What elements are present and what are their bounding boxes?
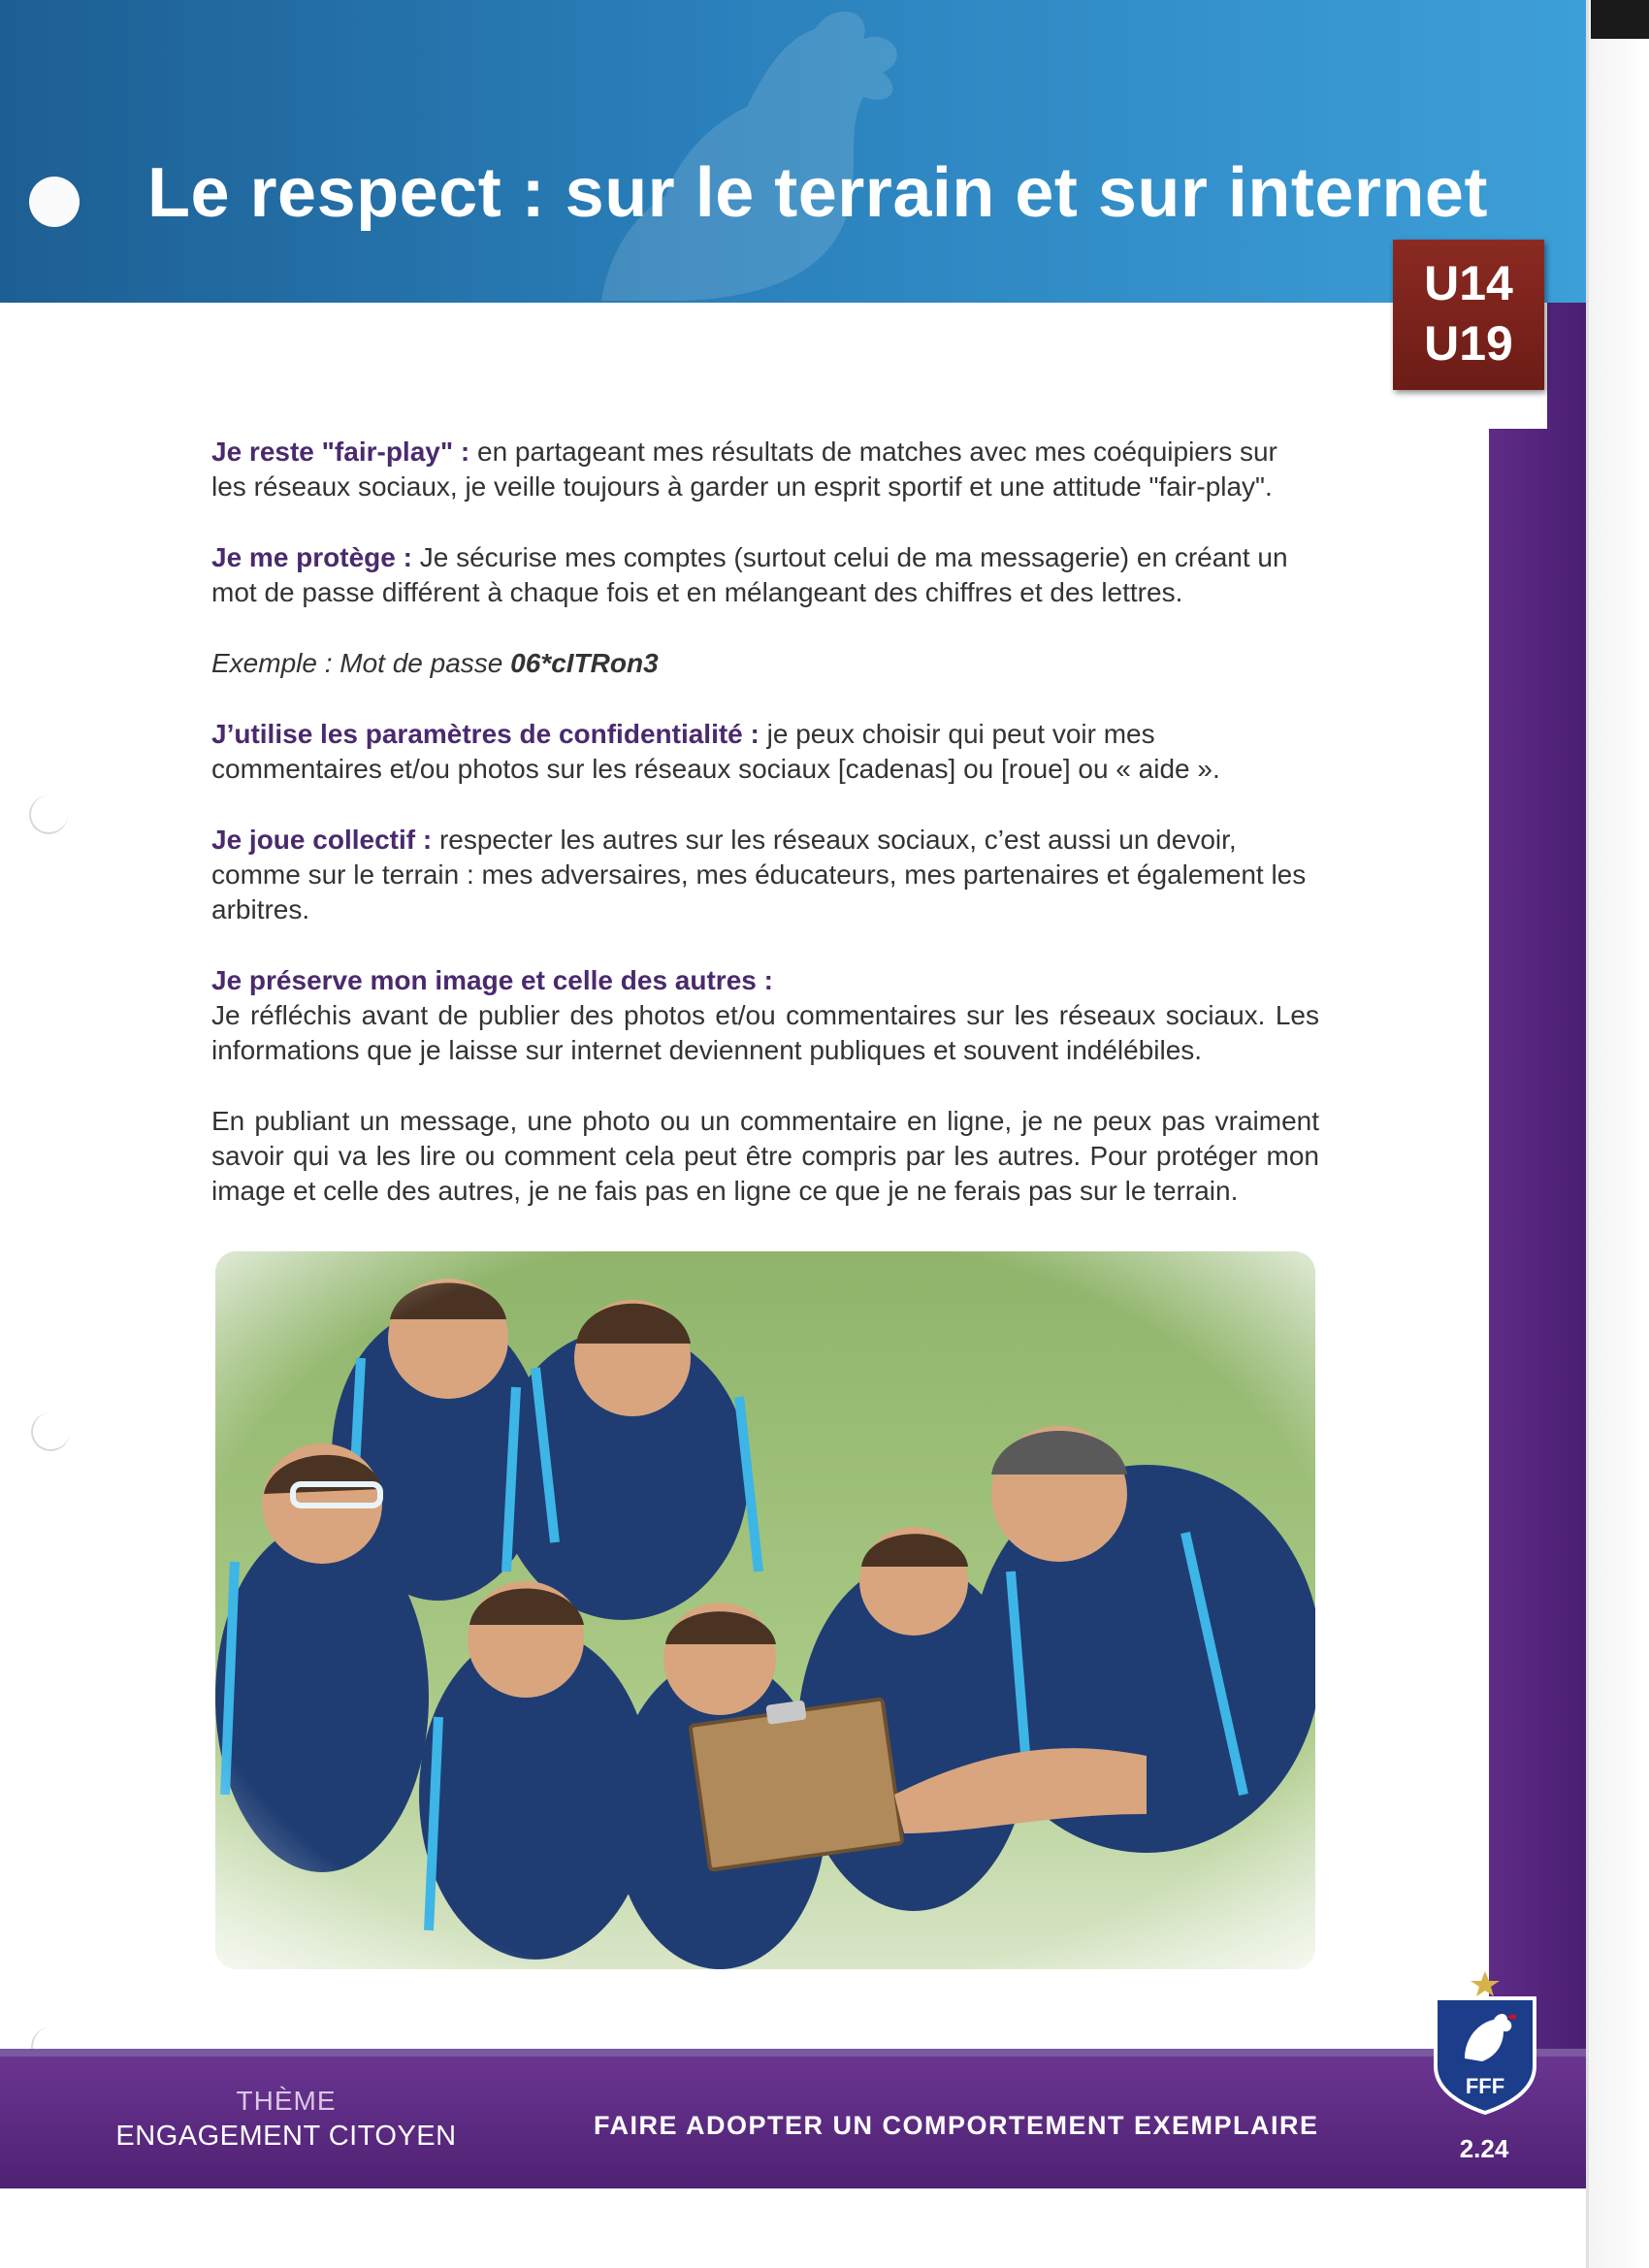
logo-text: FFF (1465, 2074, 1505, 2098)
header-band (0, 0, 1586, 303)
section-protection (211, 540, 1319, 610)
section-text: Je réfléchis avant de publier des photos et/ou commentaires sur les réseaux sociaux. Les informations que je laisse sur internet deviennent publiques et souvent indélébiles. (211, 1000, 1319, 1065)
scan-margin (1589, 0, 1649, 2268)
section-conclusion (211, 1104, 1319, 1209)
theme-value: ENGAGEMENT CITOYEN (115, 2121, 457, 2152)
section-image (211, 963, 1319, 1068)
page-title: Le respect : sur le terrain et sur internet (147, 154, 1488, 232)
badge-line-1: U14 (1424, 256, 1513, 310)
section-collective (211, 823, 1319, 927)
binder-hole (29, 795, 68, 834)
section-fair-play (211, 435, 1319, 504)
section-lead: J’utilise les paramètres de confidentialité : (211, 719, 760, 749)
binder-hole (31, 1412, 70, 1451)
example-password: 06*cITRon3 (510, 648, 659, 678)
section-text: Je sécurise mes comptes (surtout celui de ma messagerie) en créant un mot de passe différent à chaque fois et en mélangeant des chiffres et des lettres. (211, 542, 1288, 607)
rooster-watermark-icon (524, 0, 989, 303)
section-lead: Je reste "fair-play" : (211, 437, 470, 467)
section-lead: Je me protège : (211, 542, 412, 572)
team-photo-illustration (215, 1251, 1315, 1969)
punch-hole (29, 177, 80, 227)
section-text: En publiant un message, une photo ou un commentaire en ligne, je ne peux pas vraiment savoir qui va les lire ou comment cela peut être compris par les autres. Pour protéger mon image et celle des autres, je ne fais pas en ligne ce que je ne ferais pas sur le terrain. (211, 1106, 1319, 1206)
main-content (211, 435, 1319, 1245)
age-level-badge (1393, 240, 1544, 390)
section-lead: Je préserve mon image et celle des autres : (211, 965, 773, 995)
section-example (211, 646, 1319, 681)
section-text: je peux choisir qui peut voir mes commentaires et/ou photos sur les réseaux sociaux [cadenas] ou [roue] ou « aide ». (211, 719, 1220, 784)
section-lead: Je joue collectif : (211, 825, 433, 855)
footer-tagline: FAIRE ADOPTER UN COMPORTEMENT EXEMPLAIRE (594, 2111, 1319, 2140)
section-text: respecter les autres sur les réseaux sociaux, c’est aussi un devoir, comme sur le terrain : mes adversaires, mes éducateurs, mes partenaires et également les arbitres. (211, 825, 1307, 924)
fff-logo-icon (1426, 1969, 1544, 2115)
section-text: en partageant mes résultats de matches avec mes coéquipiers sur les réseaux sociaux, je veille toujours à garder un esprit sportif et une attitude "fair-play". (211, 437, 1277, 502)
footer-theme (97, 2086, 475, 2153)
side-band (1489, 303, 1586, 2057)
badge-line-2: U19 (1424, 316, 1513, 371)
example-prefix: Exemple : Mot de passe (211, 648, 511, 678)
scan-corner (1591, 0, 1649, 39)
team-photo (215, 1251, 1315, 1969)
page-number: 2.24 (1459, 2134, 1509, 2163)
section-privacy (211, 717, 1319, 787)
theme-label: THÈME (236, 2086, 337, 2116)
